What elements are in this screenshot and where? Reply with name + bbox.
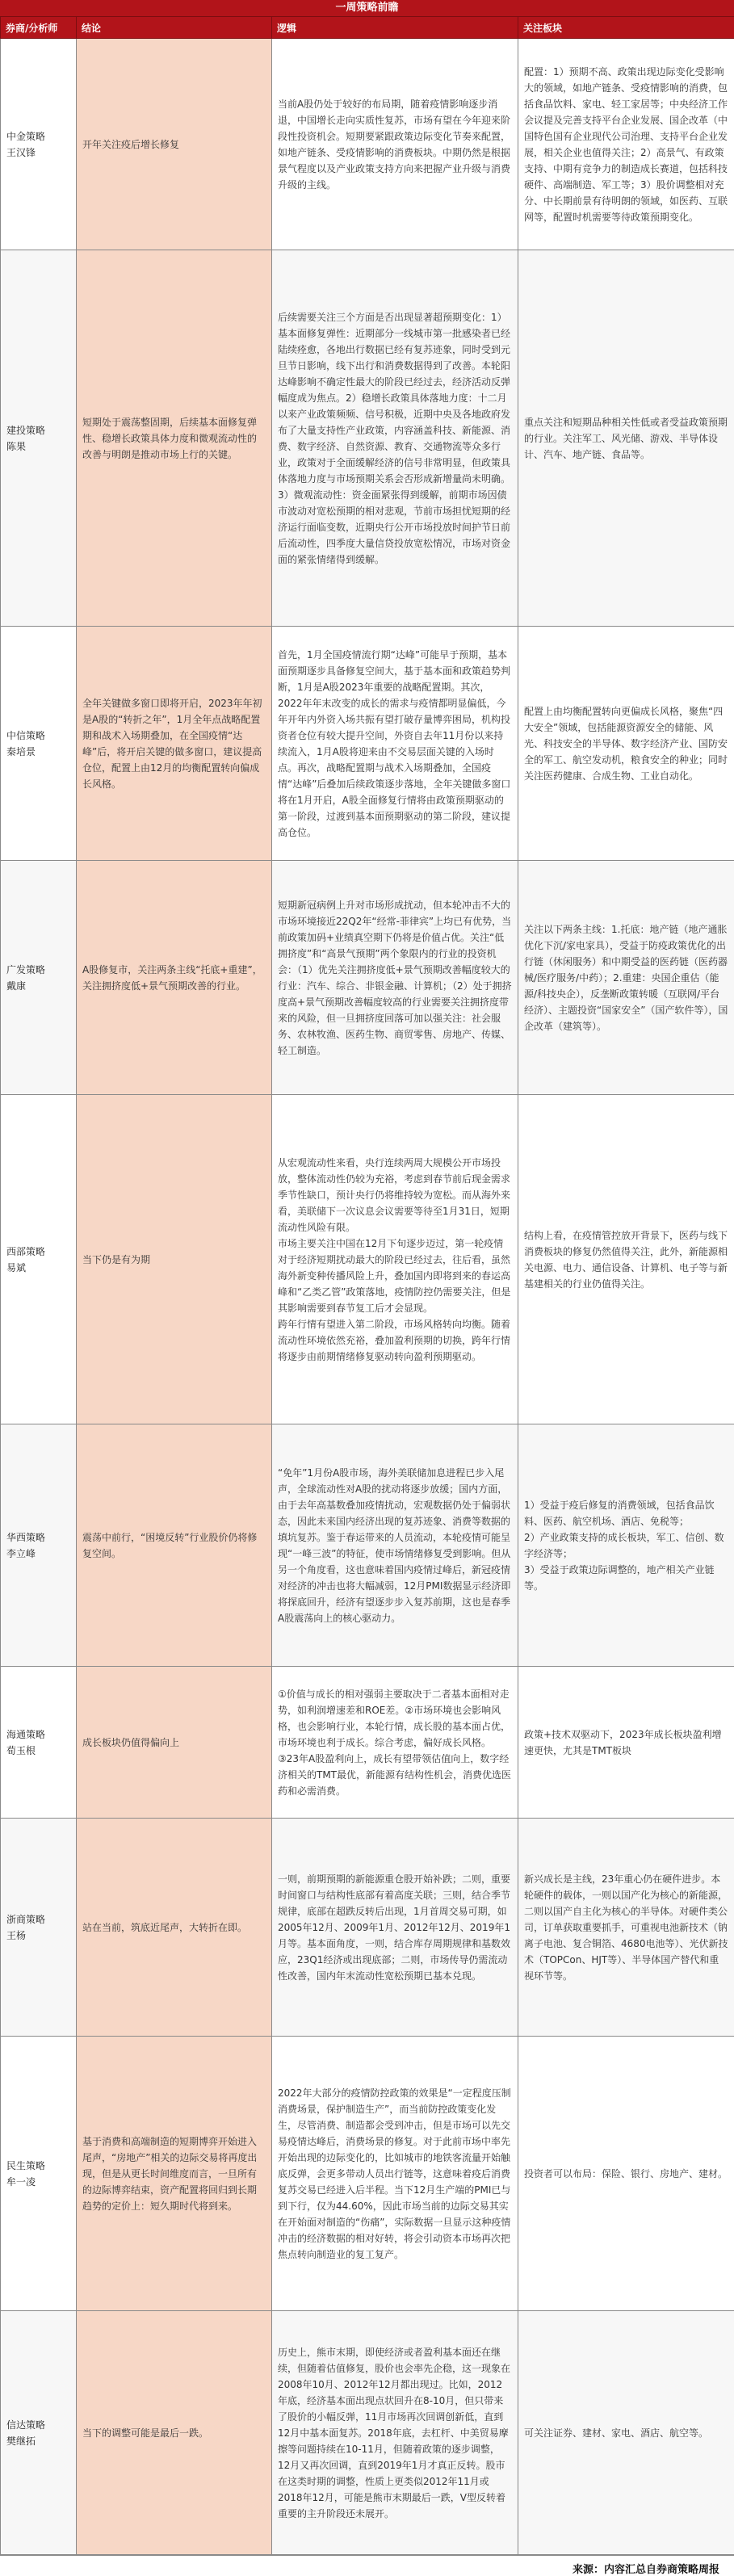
focus-sectors-cell: 重点关注和短期品种相关性低或者受益政策预期的行业。关注军工、风光储、游戏、半导体设计、汽车、地产链、食品等。: [518, 250, 734, 627]
source-note: 来源：内容汇总自券商策略周报: [0, 2555, 734, 2576]
column-header-source: 券商/分析师: [1, 17, 77, 39]
focus-sectors-cell: 1）受益于疫后修复的消费领域，包括食品饮料、医药、航空机场、酒店、免税等； 2）产业政策支持的成长板块，军工、信创、数字经济等； 3）受益于政策边际调整的，地产相关产业链等。: [518, 1424, 734, 1667]
logic-cell: 一则，前期预期的新能源重仓股开始补跌；二则，重要时间窗口与结构性底部有着高度关联；三则，结合季节规律，底部在超跌反转后出现，1月首周交易可期，如2005年12月、2009年1月、2012年12月、2019年1月等。基本面角度，一则，结合库存周期规律和基数效应，23Q1经济或出现底部；二则，市场传导仍需流动性改善，国内年末流动性宽松预期已基本兑现。: [272, 1819, 518, 2037]
logic-cell: 从宏观流动性来看，央行连续两周大规模公开市场投放，整体流动性仍较为充裕，考虑到春节前后现金需求季节性缺口，预计央行仍将维持较为宽松。而从海外来看，美联储下一次议息会议需要等待至1月31日，短期流动性风险有限。 市场主要关注中国在12月下旬逐步迈过，第一轮疫情对于经济短期扰动最大的阶段已经过去，往后看，虽然海外新变种传播风险上升，叠加国内即将到来的春运高峰和“乙类乙管”政策落地，疫情防控仍需要关注，但是其影响需要到春节复工后才会显现。 跨年行情有望进入第二阶段，市场风格转向均衡。随着流动性环境依然充裕，叠加盈利预期的切换，跨年行情将逐步由前期情绪修复驱动转向盈利预期驱动。: [272, 1095, 518, 1424]
broker-analyst-cell: 信达策略 樊继拓: [1, 2311, 77, 2555]
page-title: 一周策略前瞻: [0, 0, 734, 16]
broker-analyst-cell: 华西策略 李立峰: [1, 1424, 77, 1667]
conclusion-cell: 当下的调整可能是最后一跌。: [77, 2311, 272, 2555]
table-row: [1, 2037, 734, 2311]
broker-analyst-cell: 广发策略 戴康: [1, 861, 77, 1095]
conclusion-cell: 开年关注疫后增长修复: [77, 39, 272, 250]
conclusion-cell: 成长板块仍值得偏向上: [77, 1667, 272, 1819]
table-header-row: [1, 17, 734, 39]
table-row: [1, 1095, 734, 1424]
column-header-logic: 逻辑: [272, 17, 518, 39]
conclusion-cell: 全年关键做多窗口即将开启，2023年年初是A股的“转折之年”，1月全年点战略配置期和战术入场期叠加，在全国疫情“达峰”后，将开启关键的做多窗口，建议提高仓位，配置上由12月的均衡配置转向偏成长风格。: [77, 627, 272, 861]
logic-cell: 首先，1月全国疫情流行期“达峰”可能早于预期，基本面预期逐步具备修复空间大，基于基本面和政策趋势判断，1月是A股2023年重要的战略配置期。其次，2022年年末改变的成长的需求与疫情都明显偏低，今年开年内外资入场共振有望打破存量博弈困局，机构投资者仓位有较大提升空间，外资自去年11月份以来持续流入，1月A股将迎来由不交易层面关键的入场时点。再次，战略配置期与战术入场期叠加，全国疫情“达峰”后叠加后续政策逐步落地，全年关键做多窗口将在1月开启，A股全面修复行情将由政策预期驱动的第一阶段，过渡到基本面预期驱动的第二阶段，建议提高仓位。: [272, 627, 518, 861]
broker-analyst-cell: 建投策略 陈果: [1, 250, 77, 627]
focus-sectors-cell: 投资者可以布局：保险、银行、房地产、建材。: [518, 2037, 734, 2311]
table-row: [1, 2311, 734, 2555]
table-row: [1, 39, 734, 250]
focus-sectors-cell: 政策+技术双驱动下，2023年成长板块盈利增速更快，尤其是TMT板块: [518, 1667, 734, 1819]
table-row: [1, 1424, 734, 1667]
focus-sectors-cell: 结构上看，在疫情管控放开背景下，医药与线下消费板块的修复仍然值得关注，此外，新能源相关电源、电力、通信设备、计算机、电子等与新基建相关的行业仍值得关注。: [518, 1095, 734, 1424]
conclusion-cell: 基于消费和高端制造的短期博弈开始进入尾声，“房地产”相关的边际交易将再度出现，但是从更长时间维度而言，一旦所有的边际博弈结束，资产配置将回归到长期趋势的定价上：短久期时代将到来。: [77, 2037, 272, 2311]
focus-sectors-cell: 配置上由均衡配置转向更偏成长风格，聚焦“四大安全”领域，包括能源资源安全的储能、风光、科技安全的半导体、数字经济产业、国防安全的军工、航空发动机，粮食安全的种业；同时关注医药健康、合成生物、工业自动化。: [518, 627, 734, 861]
broker-analyst-cell: 中金策略 王汉锋: [1, 39, 77, 250]
table-row: [1, 1667, 734, 1819]
table-row: [1, 1819, 734, 2037]
logic-cell: “免年”1月份A股市场，海外美联储加息进程已步入尾声，全球流动性对A股的扰动将逐步放缓；国内方面，由于去年高基数叠加疫情扰动，宏观数据仍处于偏弱状态，因此未来国内经济出现的复苏迹象、消费等数据的填坑复苏。鉴于春运带来的人员流动，本轮疫情可能呈现“一峰三波”的特征，使市场情绪修复受到影响。但从另一个角度看，这也意味着国内疫情过峰后，新冠疫情对经济的冲击也将大幅减弱，12月PMI数据显示经济即将探底回升，经济有望逐步步入复苏前期，这也是春季A股震荡向上的核心驱动力。: [272, 1424, 518, 1667]
broker-analyst-cell: 民生策略 牟一凌: [1, 2037, 77, 2311]
focus-sectors-cell: 关注以下两条主线：1.托底：地产链（地产通胀优化下沉/家电家具），受益于防疫政策优化的出行链（休闲服务）和中期受益的医药链（医药器械/医疗服务/中药）；2.重建：央国企重估（能源/科技央企），反垄断政策转暖（互联网/平台经济）、主题投资“国家安全”（国产软件等），国企改革（建筑等）。: [518, 861, 734, 1095]
focus-sectors-cell: 新兴成长是主线，23年重心仍在硬件进步。本轮硬件的载体，一则以国产化为核心的新能源，二则以国产自主化为核心的半导体。对硬件类公司，订单获取重要抓手，可重视电池新技术（钠离子电池、复合铜箔、4680电池等）、光伏新技术（TOPCon、HJT等）、半导体国产替代和重视环节等。: [518, 1819, 734, 2037]
logic-cell: 短期新冠病例上升对市场形成扰动，但本轮冲击不大的市场环境接近22Q2年“经常-菲律宾”上均已有优势，当前政策加码+业绩真空期下仍将是价值占优。关注“低拥挤度”和“高景气预期”两个象限内的行业的投资机会：（1）优先关注拥挤度低+景气预期改善幅度较大的行业：汽车、综合、非银金融、计算机；（2）处于拥挤度高+景气预期改善幅度较高的行业需要关注拥挤度带来的风险，但一旦拥挤度回落可加以强关注：社会服务、农林牧渔、医药生物、商贸零售、房地产、传媒、轻工制造。: [272, 861, 518, 1095]
column-header-conclusion: 结论: [77, 17, 272, 39]
column-header-sectors: 关注板块: [518, 17, 734, 39]
broker-analyst-cell: 海通策略 荀玉根: [1, 1667, 77, 1819]
logic-cell: 当前A股仍处于较好的布局期，随着疫情影响逐步消退，中国增长走向实质性复苏，市场有望在今年迎来阶段性投资机会。短期要紧跟政策边际变化节奏来配置，如地产链条、受疫情影响的消费板块。中期仍然是根据景气程度以及产业政策支持方向来把握产业升级与消费升级的主线。: [272, 39, 518, 250]
conclusion-cell: A股修复市，关注两条主线“托底+重建”，关注拥挤度低+景气预期改善的行业。: [77, 861, 272, 1095]
logic-cell: ①价值与成长的相对强弱主要取决于二者基本面相对走势，如利润增速差和ROE差。②市场环境也会影响风格，也会影响行业，本轮行情，成长股的基本面占优，市场环境也利于成长。综合考虑，偏好成长风格。③23年A股盈利向上，成长有望带领估值向上，数字经济相关的TMT最优，新能源有结构性机会，消费优选医药和必需消费。: [272, 1667, 518, 1819]
conclusion-cell: 震荡中前行，“困境反转”行业股价仍将修复空间。: [77, 1424, 272, 1667]
broker-analyst-cell: 浙商策略 王杨: [1, 1819, 77, 2037]
conclusion-cell: 短期处于震荡整固期，后续基本面修复弹性、稳增长政策具体力度和微观流动性的改善与明朗是推动市场上行的关键。: [77, 250, 272, 627]
table-row: [1, 250, 734, 627]
focus-sectors-cell: 可关注证券、建材、家电、酒店、航空等。: [518, 2311, 734, 2555]
table-row: [1, 627, 734, 861]
table-row: [1, 861, 734, 1095]
broker-analyst-cell: 西部策略 易斌: [1, 1095, 77, 1424]
conclusion-cell: 站在当前，筑底近尾声，大转折在即。: [77, 1819, 272, 2037]
conclusion-cell: 当下仍是有为期: [77, 1095, 272, 1424]
logic-cell: 2022年大部分的疫情防控政策的效果是“一定程度压制消费场景，保护制造生产”，而当前防控政策变化发生，尽管消费、制造都会受到冲击，但是市场可以先交易疫情达峰后，消费场景的修复。对于此前市场中率先开始出现的边际变化的，比如城市的地铁客流量开始触底反弹，会更多带动人员出行链等，这意味着疫后消费复苏交易已经进入后半程。当下12月生产端的PMI已与到下行，仅为44.60%，因此市场当前的边际交易其实在开始面对制造的“伤痛”，实际数据一旦显示这种疫情冲击的经济数据的相对好转，将会引动资本市场再次把焦点转向制造业的复工复产。: [272, 2037, 518, 2311]
strategy-table: [0, 16, 734, 2555]
logic-cell: 后续需要关注三个方面是否出现显著超预期变化：1）基本面修复弹性：近期部分一线城市第一批感染者已经陆续痊愈，各地出行数据已经有复苏迹象，同时受到元旦节日影响，线下出行和消费数据得到了改善。本轮阳达峰影响不确定性最大的阶段已经过去，经济活动反弹幅度成为焦点。2）稳增长政策具体落地力度：十二月以来产业政策频频、信号积极，近期中央及各地政府发布了大量支持性产业政策，内容涵盖科技、新能源、消费、数字经济、自然资源、教育、交通物流等众多行业，政策对于全面缓解经济的信号非常明显，但政策具体落地力度与市场预期关系会否形成新增量尚未明确。3）微观流动性：资金面紧张得到缓解，前期市场因债市波动对宽松预期的相对悲观，节前市场担忧短期的经济运行面临变数，近期央行公开市场投放时间护节日前后流动性，四季度大量信贷投放宽松情况，市场对资金面的紧张情绪得到缓解。: [272, 250, 518, 627]
focus-sectors-cell: 配置：1）预期不高、政策出现边际变化受影响大的领域，如地产链条、受疫情影响的消费，包括食品饮料、家电、轻工家居等；中央经济工作会议提及完善支持平台企业发展、国企改革（中国特色国有企业现代公司治理、支持平台企业发展，相关企业也值得关注；2）高景气、有政策支持、中期有竞争力的制造成长赛道，包括科技硬件、高端制造、军工等；3）股价调整相对充分、中长期前景有待明朗的领域，如医药、互联网等，配置时机需要等待政策预期变化。: [518, 39, 734, 250]
broker-analyst-cell: 中信策略 秦培景: [1, 627, 77, 861]
logic-cell: 历史上，熊市末期，即使经济或者盈利基本面还在继续，但随着估值修复，股价也会率先企稳，这一现象在2008年10月、2012年12月都出现过。比如，2012年底，经济基本面出现点状回升在8-10月，但只带来了股价的小幅反弹，11月市场再次回调创新低，直到12月中基本面复苏。2018年底，去杠杆、中美贸易摩擦等问题持续在10-11月，但随着政策的逐步调整，12月又再次回调，直到2019年1月才真正反转。股市在这类时期的调整，性质上更类似2012年11月或2018年12月，可能是熊市末期最后一跌，V型反转着重要的主升阶段还未展开。: [272, 2311, 518, 2555]
